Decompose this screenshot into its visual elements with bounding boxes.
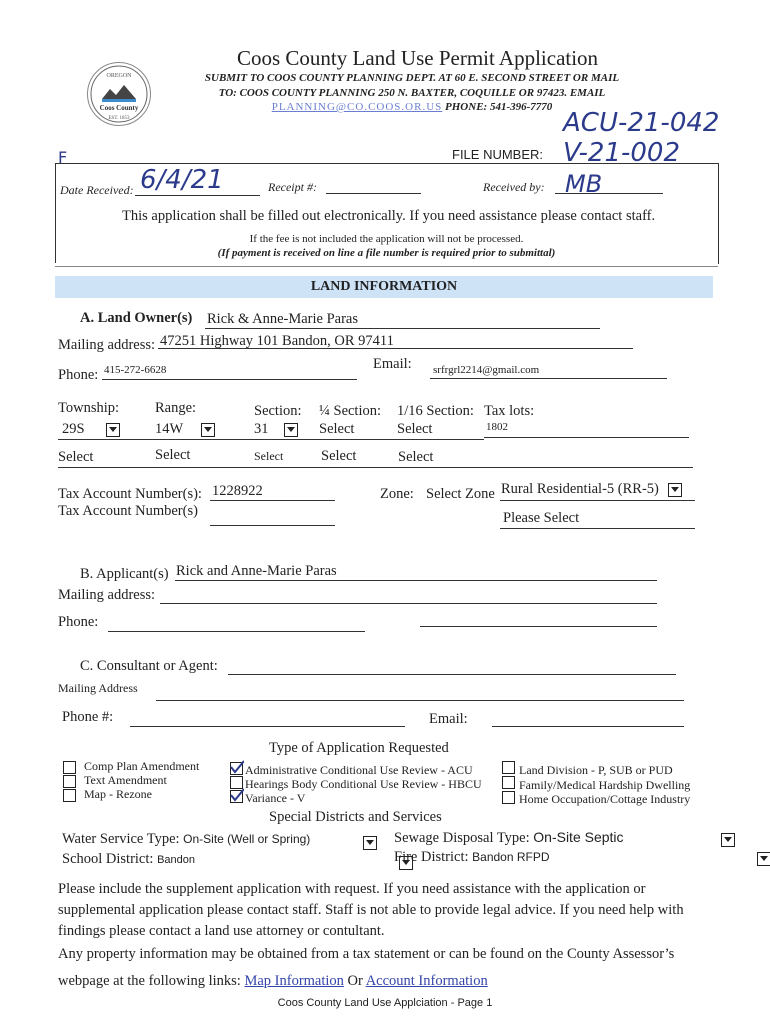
fire-dropdown-icon[interactable]	[757, 852, 770, 866]
phone-line	[102, 379, 357, 380]
zone-second-select[interactable]: Please Select	[503, 510, 580, 526]
range-dropdown-icon[interactable]	[201, 423, 215, 437]
quarter-section-value[interactable]: Select	[319, 421, 355, 437]
sixteenth-select-2[interactable]: Select	[398, 449, 434, 465]
receipt-input[interactable]	[326, 193, 421, 194]
tax-account-value[interactable]: 1228922	[212, 483, 263, 499]
consultant-input[interactable]	[228, 674, 676, 675]
submit-instructions-2: TO: COOS COUNTY PLANNING 250 N. BAXTER, COQUILLE OR 97423. EMAIL	[218, 87, 606, 99]
text-amendment-checkbox[interactable]	[63, 775, 76, 788]
variance-label: Variance - V	[245, 791, 306, 805]
office-box-bottom-border	[55, 266, 718, 267]
applicant-line	[175, 580, 657, 581]
land-owner-label: A. Land Owner(s)	[80, 310, 193, 326]
phone-label: Phone:	[58, 367, 99, 383]
zone-value: Rural Residential-5 (RR-5)	[501, 481, 659, 497]
received-by-label: Received by:	[483, 180, 545, 194]
section-value: 31	[254, 421, 269, 437]
land-owner-line	[205, 328, 600, 329]
svg-text:EST. 1853: EST. 1853	[108, 116, 130, 121]
comp-plan-label: Comp Plan Amendment	[84, 759, 200, 773]
fire-label: Fire District:	[394, 849, 469, 865]
county-seal-logo	[87, 62, 151, 126]
office-box-left-border	[55, 163, 56, 263]
received-by-line	[555, 193, 663, 194]
second-row-line	[58, 467, 693, 468]
file-number-value[interactable]: V-21-002	[563, 138, 680, 168]
handwritten-acu-number: ACU-21-042	[563, 108, 720, 138]
consultant-phone-input[interactable]	[130, 726, 405, 727]
consultant-email-input[interactable]	[492, 726, 684, 727]
date-received-label: Date Received:	[60, 183, 134, 197]
fee-note: If the fee is not included the application will not be processed.	[249, 233, 524, 245]
quarter-select-2[interactable]: Select	[321, 448, 357, 464]
f-mark: F	[58, 148, 68, 167]
section-select-2[interactable]: Select	[254, 449, 284, 463]
phone-value[interactable]: 415-272-6628	[104, 364, 167, 376]
water-value[interactable]: On-Site (Well or Spring)	[183, 832, 311, 846]
zone-dropdown-icon[interactable]	[668, 483, 682, 497]
page-title: Coos County Land Use Permit Application	[237, 46, 599, 70]
range-label: Range:	[155, 400, 197, 416]
land-division-checkbox[interactable]	[502, 761, 515, 774]
water-dropdown-icon[interactable]	[363, 836, 377, 850]
zone-second-line	[500, 528, 695, 529]
home-occupation-label: Home Occupation/Cottage Industry	[519, 792, 691, 806]
range-select[interactable]	[155, 421, 215, 438]
sewage-label: Sewage Disposal Type:	[394, 830, 530, 846]
text-amendment-label: Text Amendment	[84, 773, 167, 787]
consultant-label: C. Consultant or Agent:	[80, 658, 218, 674]
tax-account-label-2: Tax Account Number(s)	[58, 503, 198, 519]
tax-account-label: Tax Account Number(s):	[58, 486, 202, 502]
map-rezone-checkbox[interactable]	[63, 789, 76, 802]
consultant-email-label: Email:	[429, 711, 468, 727]
links-prefix: webpage at the following links:	[58, 973, 241, 989]
zone-label: Zone:	[380, 486, 414, 502]
map-rezone-label: Map - Rezone	[84, 787, 152, 801]
email-line	[430, 378, 667, 379]
township-row-line	[58, 439, 484, 440]
planning-email-link[interactable]: PLANNING@CO.COOS.OR.US	[271, 101, 443, 113]
sewage-dropdown-icon[interactable]	[721, 833, 735, 847]
mailing-address-label: Mailing address:	[58, 337, 156, 353]
tax-account-line-2[interactable]	[210, 525, 335, 526]
email-label: Email:	[373, 356, 412, 372]
school-label: School District:	[62, 851, 154, 867]
sewage-value[interactable]: On-Site Septic	[533, 829, 624, 845]
col2-labels	[245, 763, 482, 805]
fire-value[interactable]: Bandon RFPD	[472, 850, 550, 864]
tax-lots-value[interactable]: 1802	[486, 421, 508, 433]
applicant-phone-input[interactable]	[108, 631, 365, 632]
comp-plan-checkbox[interactable]	[63, 761, 76, 774]
township-dropdown-icon[interactable]	[106, 423, 120, 437]
svg-text:Coos County: Coos County	[99, 104, 139, 112]
applicant-value[interactable]: Rick and Anne-Marie Paras	[176, 563, 337, 579]
hardship-dwelling-label: Family/Medical Hardship Dwelling	[519, 777, 691, 792]
applicant-mailing-label: Mailing address:	[58, 587, 156, 603]
payment-note: (If payment is received on line a file number is required prior to submittal)	[217, 247, 556, 259]
land-information-heading: LAND INFORMATION	[310, 279, 458, 294]
zone-select[interactable]	[501, 481, 682, 498]
col3-labels	[519, 763, 690, 807]
zone-select-label: Select Zone	[426, 486, 495, 502]
tax-account-line	[210, 500, 335, 501]
range-select-2[interactable]: Select	[155, 447, 191, 463]
applicant-email-input[interactable]	[420, 626, 657, 627]
submit-instructions-1: SUBMIT TO COOS COUNTY PLANNING DEPT. AT 60 E. SECOND STREET OR MAIL	[204, 72, 620, 84]
sewage-row	[394, 829, 624, 847]
electronic-note: This application shall be filled out electronically. If you need assistance please contact staff.	[122, 208, 656, 224]
file-number-label: FILE NUMBER:	[452, 147, 544, 162]
land-information-band	[55, 276, 713, 298]
township-value: 29S	[62, 421, 85, 437]
map-information-link[interactable]: Map Information	[244, 973, 344, 989]
land-division-label: Land Division - P, SUB or PUD	[519, 763, 673, 777]
hardship-dwelling-checkbox[interactable]	[502, 776, 515, 789]
or-text: Or	[347, 973, 363, 989]
receipt-label: Receipt #:	[268, 180, 317, 194]
home-occupation-checkbox[interactable]	[502, 791, 515, 804]
received-by-value[interactable]: MB	[565, 170, 603, 198]
school-value[interactable]: Bandon	[157, 854, 195, 866]
quarter-section-label: ¼ Section:	[319, 403, 382, 419]
account-information-link[interactable]: Account Information	[365, 973, 488, 989]
mailing-address-line	[158, 348, 633, 349]
date-received-line	[135, 195, 260, 196]
fire-row	[394, 849, 550, 866]
email-value[interactable]: srfrgrl2214@gmail.com	[433, 364, 540, 376]
application-type-heading: Type of Application Requested	[269, 740, 449, 756]
water-label: Water Service Type:	[62, 831, 180, 847]
acu-checkbox[interactable]	[230, 762, 243, 775]
water-row	[62, 831, 310, 848]
mailing-address-value[interactable]: 47251 Highway 101 Bandon, OR 97411	[160, 333, 394, 349]
consultant-mailing-input[interactable]	[156, 700, 684, 701]
sixteenth-section-label: 1/16 Section:	[397, 403, 474, 419]
page-footer: Coos County Land Use Applciation - Page 1	[277, 997, 493, 1009]
property-info-text: Any property information may be obtained from a tax statement or can be found on the County Assessor’s	[58, 946, 675, 962]
zone-line	[500, 500, 695, 501]
planning-phone: PHONE: 541-396-7770	[445, 101, 553, 113]
section-label: Section:	[254, 403, 302, 419]
districts-heading: Special Districts and Services	[269, 809, 442, 825]
svg-text:OREGON: OREGON	[106, 73, 132, 79]
date-received-value[interactable]: 6/4/21	[140, 165, 224, 195]
col1-labels	[84, 759, 199, 801]
school-row	[62, 851, 195, 868]
applicant-phone-label: Phone:	[58, 614, 99, 630]
township-select-2[interactable]: Select	[58, 449, 94, 465]
hbcu-label: Hearings Body Conditional Use Review - HBCU	[245, 777, 482, 791]
links-row	[58, 973, 488, 990]
applicant-mailing-input[interactable]	[160, 603, 657, 604]
township-label: Township:	[58, 400, 120, 416]
section-dropdown-icon[interactable]	[284, 423, 298, 437]
land-owner-value[interactable]: Rick & Anne-Marie Paras	[207, 311, 359, 327]
range-value: 14W	[155, 421, 183, 437]
applicant-label: B. Applicant(s)	[80, 566, 169, 582]
tax-lots-label: Tax lots:	[484, 403, 535, 419]
consultant-phone-label: Phone #:	[62, 709, 114, 725]
variance-checkbox[interactable]	[230, 790, 243, 803]
tax-lots-line	[484, 437, 689, 438]
acu-label: Administrative Conditional Use Review - ACU	[245, 763, 473, 777]
section-select[interactable]	[254, 421, 298, 438]
supplement-note: Please include the supplement application with request. If you need assistance with the application or supplemental application please contact staff. Staff is not able to provide legal advice. If you need help with findings please contact a land use attorney or contultant.	[58, 881, 684, 939]
sixteenth-section-value[interactable]: Select	[397, 421, 433, 437]
township-select[interactable]	[62, 421, 120, 438]
consultant-mailing-label: Mailing Address	[58, 681, 138, 695]
